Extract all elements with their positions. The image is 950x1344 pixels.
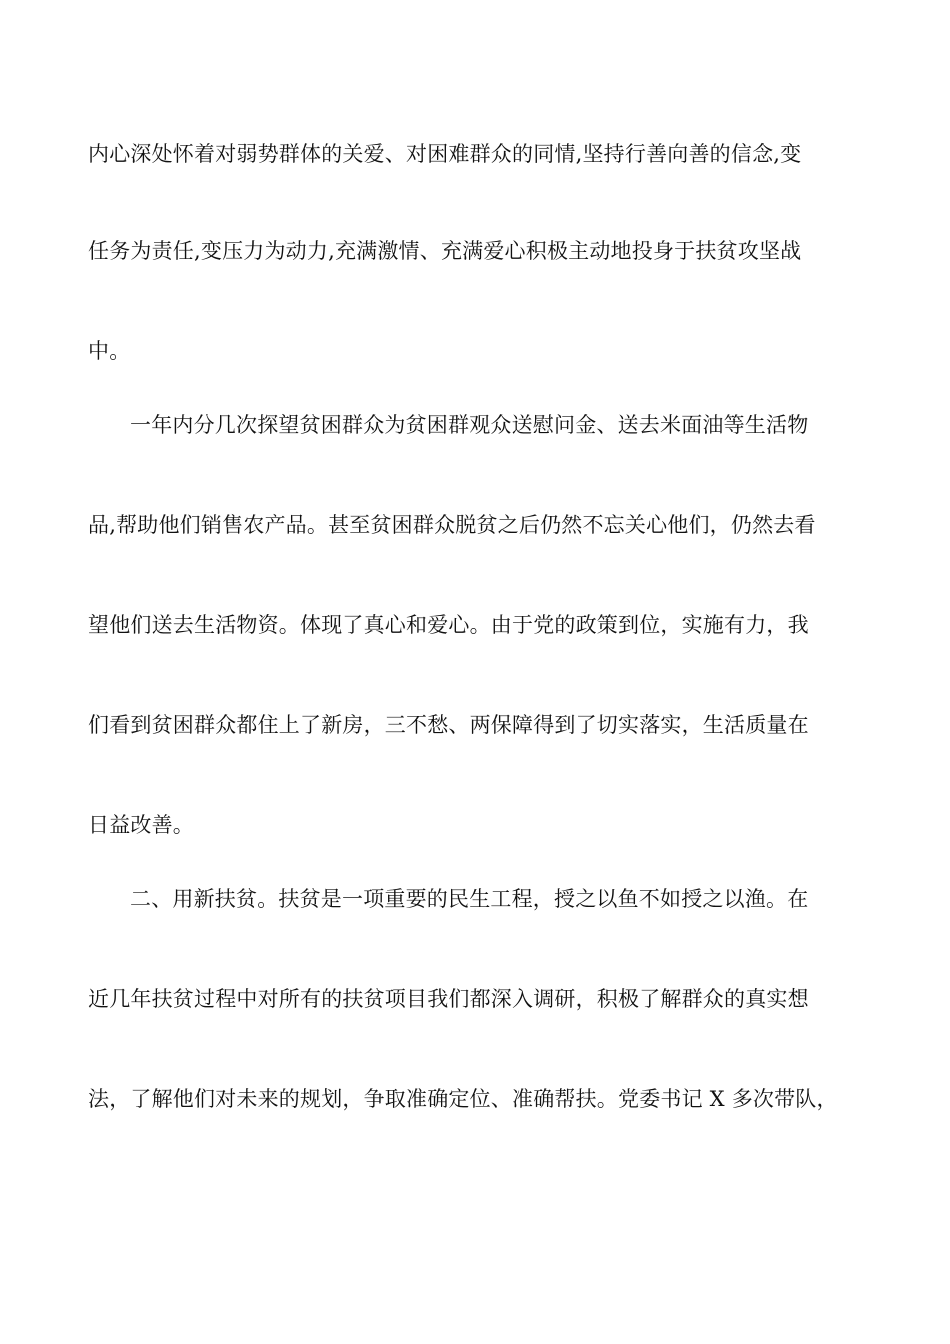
text-line: 任务为责任,变压力为动力,充满激情、充满爱心积极主动地投身于扶贫攻坚战 — [88, 239, 802, 263]
text-line: 法，了解他们对未来的规划，争取准确定位、准确帮扶。党委书记 X 多次带队， — [88, 1087, 838, 1111]
text-line: 中。 — [88, 339, 131, 363]
text-line: 望他们送去生活物资。体现了真心和爱心。由于党的政策到位，实施有力，我 — [88, 613, 809, 637]
paragraph-first-line: 一年内分几次探望贫困群众为贫困群观众送慰问金、送去米面油等生活物 — [130, 413, 809, 437]
paragraph-first-line: 二、用新扶贫。扶贫是一项重要的民生工程，授之以鱼不如授之以渔。在 — [130, 887, 809, 911]
text-line: 品,帮助他们销售农产品。甚至贫困群众脱贫之后仍然不忘关心他们，仍然去看 — [88, 513, 816, 537]
text-line: 们看到贫困群众都住上了新房，三不愁、两保障得到了切实落实，生活质量在 — [88, 713, 809, 737]
text-line: 内心深处怀着对弱势群体的关爱、对困难群众的同情,坚持行善向善的信念,变 — [88, 142, 802, 166]
text-line: 近几年扶贫过程中对所有的扶贫项目我们都深入调研，积极了解群众的真实想 — [88, 987, 809, 1011]
text-line: 日益改善。 — [88, 813, 194, 837]
